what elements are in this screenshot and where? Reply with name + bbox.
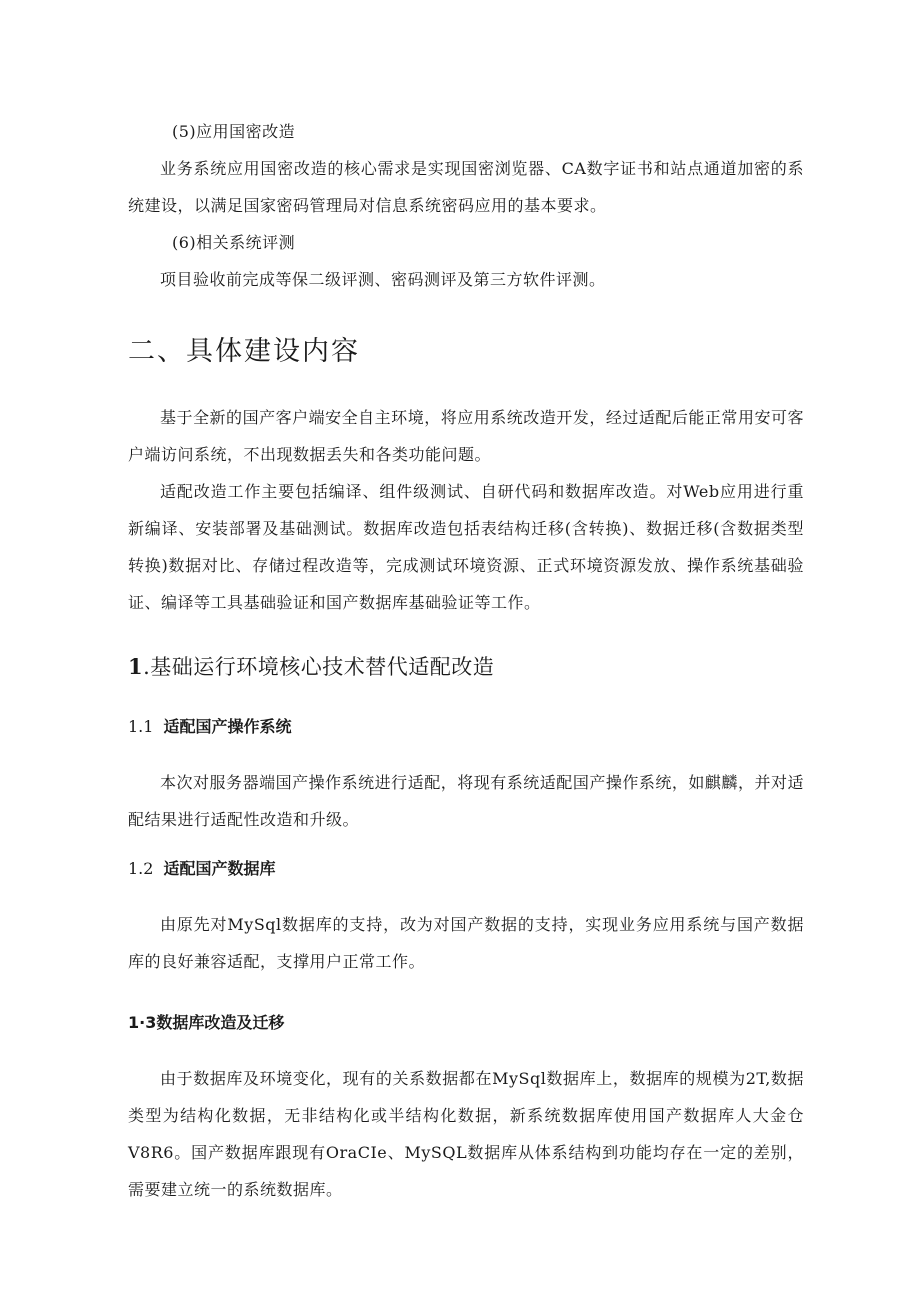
chapter-2-title: 二、具体建设内容 (128, 336, 360, 367)
heading-1-2-number: 1.2 (128, 859, 154, 878)
section-1-3-paragraph: 由于数据库及环境变化，现有的关系数据都在MySql数据库上，数据库的规模为2T,数据类型为结构化数据，无非结构化或半结构化数据，新系统数据库使用国产数据库人大金仓V8R6。国产数据库跟现有OraCIe、MySQL数据库从体系结构到功能均存在一定的差别，需要建立统一的系统数据库。 (128, 1069, 804, 1199)
section-5-label: (5)应用国密改造 (172, 122, 296, 141)
section-6-paragraph: 项目验收前完成等保二级评测、密码测评及第三方软件评测。 (160, 270, 606, 289)
heading-1-1-number: 1.1 (128, 717, 154, 736)
section-6-label: (6)相关系统评测 (172, 233, 296, 252)
heading-1-1-title: 适配国产操作系统 (163, 717, 292, 736)
section-1-1-paragraph: 本次对服务器端国产操作系统进行适配，将现有系统适配国产操作系统，如麒麟，并对适配结果进行适配性改造和升级。 (128, 773, 804, 829)
section-1-2-paragraph: 由原先对MySql数据库的支持，改为对国产数据的支持，实现业务应用系统与国产数据库的良好兼容适配，支撑用户正常工作。 (128, 915, 804, 971)
chapter-2-paragraph-1: 基于全新的国产客户端安全自主环境，将应用系统改造开发，经过适配后能正常用安可客户端访问系统，不出现数据丢失和各类功能问题。 (128, 408, 804, 464)
heading-1-1 (128, 713, 804, 741)
heading-1-title: .基础运行环境核心技术替代适配改造 (143, 655, 495, 679)
heading-1-2 (128, 855, 804, 883)
heading-1-3: 1·3数据库改造及迁移 (128, 1013, 285, 1032)
heading-1-number: 1 (128, 654, 144, 679)
heading-1-2-title: 适配国产数据库 (163, 859, 276, 878)
heading-1 (128, 651, 804, 683)
section-5-paragraph: 业务系统应用国密改造的核心需求是实现国密浏览器、CA数字证书和站点通道加密的系统建设，以满足国家密码管理局对信息系统密码应用的基本要求。 (128, 159, 804, 215)
chapter-2-paragraph-2: 适配改造工作主要包括编译、组件级测试、自研代码和数据库改造。对Web应用进行重新编译、安装部署及基础测试。数据库改造包括表结构迁移(含转换)、数据迁移(含数据类型转换)数据对比、存储过程改造等，完成测试环境资源、正式环境资源发放、操作系统基础验证、编译等工具基础验证和国产数据库基础验证等工作。 (128, 482, 804, 612)
